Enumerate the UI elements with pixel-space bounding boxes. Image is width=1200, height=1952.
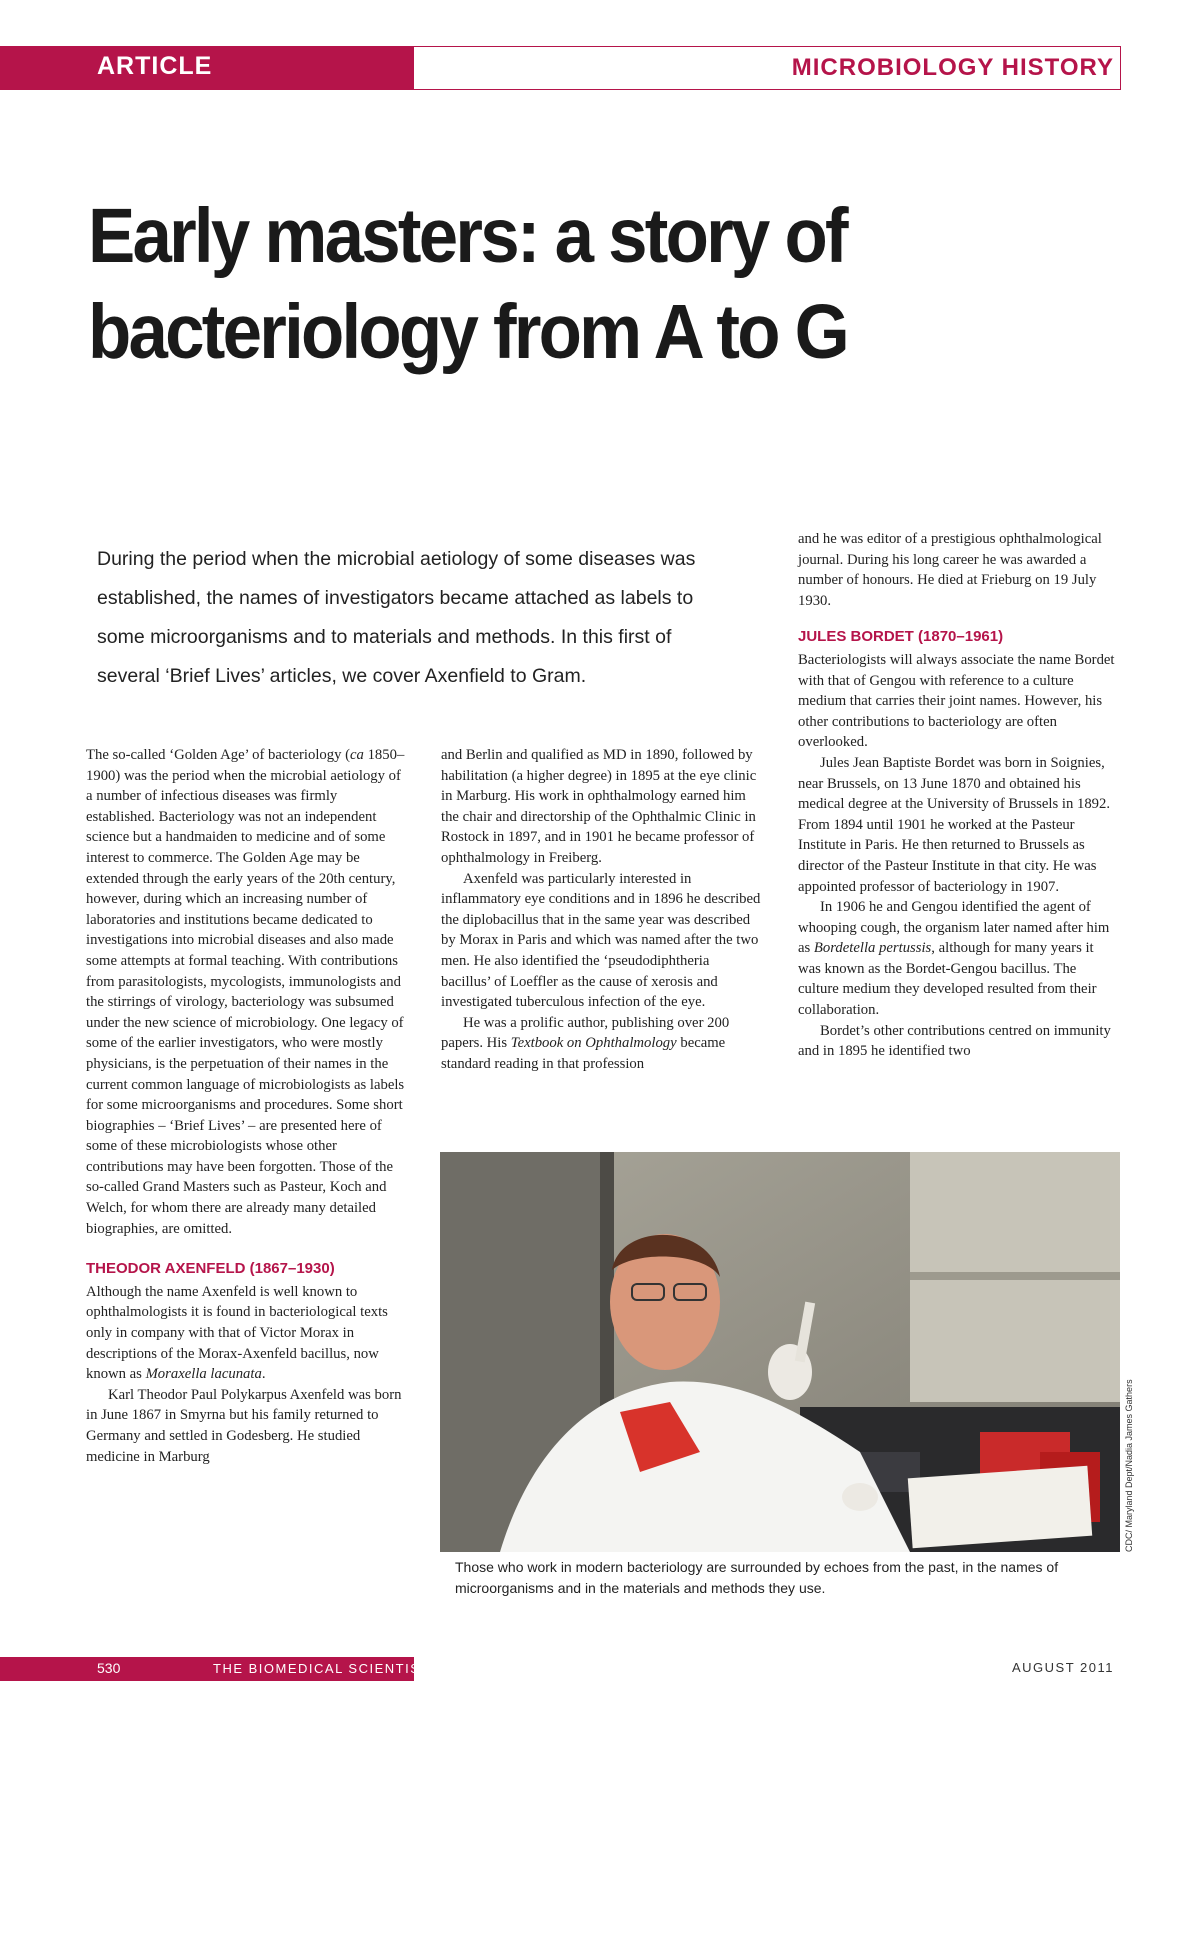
standfirst: During the period when the microbial aetiology of some diseases was established, the names of investigators became attached as labels to some microorganisms and to materials and methods. In this first of several ‘Brief Lives’ articles, we cover Axenfield to Gram. <box>97 548 696 687</box>
publication-name: THE BIOMEDICAL SCIENTIST <box>213 1661 430 1676</box>
issue-date: AUGUST 2011 <box>1011 1660 1114 1675</box>
bordet-paragraph-2: Jules Jean Baptiste Bordet was born in Soignies, near Brussels, on 13 June 1870 and obtained his medical degree at the University of Brussels in 1892. From 1894 until 1901 he worked at the Pasteur Institute in Paris. He then returned to Brussels as director of the Pasteur Institute in that city. He was appointed professor of bacteriology in 1907. <box>798 754 1111 895</box>
axenfeld-paragraph-6: and he was editor of a prestigious ophthalmological journal. During his long career he was awarded a number of honours. He died at Frieburg on 19 July 1930. <box>798 531 1102 609</box>
section-heading-axenfeld: THEODOR AXENFELD (1867–1930) <box>86 1260 335 1278</box>
axenfeld-paragraph-1: Although the name Axenfeld is well known to ophthalmologists it is found in bacteriological texts only in company with that of Victor Morax in descriptions of the Morax-Axenfeld bacillus, now known as Moraxella lacunata. <box>86 1283 388 1383</box>
bordet-paragraph-1: Bacteriologists will always associate the name Bordet with that of Gengou with reference to a culture medium that carries their joint names. However, his other contributions to bacteriology are often overlooked. <box>798 651 1115 751</box>
column-3 <box>798 529 1118 1062</box>
laboratory-photo <box>440 1152 1120 1552</box>
photo-credit: CDC/ Maryland Dept/Nadia James Gathers <box>1124 1379 1134 1552</box>
axenfeld-paragraph-2: Karl Theodor Paul Polykarpus Axenfeld was born in June 1867 in Smyrna but his family returned to Germany and settled in Godesberg. He studied medicine in Marburg <box>86 1386 402 1465</box>
header-category-label: MICROBIOLOGY HISTORY <box>791 54 1114 81</box>
photo-caption: Those who work in modern bacteriology are surrounded by echoes from the past, in the names of microorganisms and in the materials and methods they use. <box>455 1559 1059 1596</box>
axenfeld-paragraph-5: He was a prolific author, publishing over 200 papers. His Textbook on Ophthalmology became standard reading in that profession <box>441 1014 730 1072</box>
axenfeld-paragraph-4: Axenfeld was particularly interested in inflammatory eye conditions and in 1896 he described the diplobacillus that in the same year was described by Morax in Paris and which was named after the two men. He also identified the ‘pseudodiphtheria bacillus’ of Loeffler as the cause of xerosis and investigated tuberculous infection of the eye. <box>441 870 761 1011</box>
axenfeld-paragraph-3: and Berlin and qualified as MD in 1890, followed by habilitation (a higher degree) in 1895 at the eye clinic in Marburg. His work in ophthalmology earned him the chair and directorship of the Ophthalmic Clinic in Rostock in 1897, and in 1901 he became professor of ophthalmology in Freiberg. <box>441 747 757 866</box>
page-number: 530 <box>97 1660 121 1676</box>
title-line-1: Early masters: a story of <box>88 193 846 279</box>
bordet-paragraph-3: In 1906 he and Gengou identified the agent of whooping cough, the organism later named after him as Bordetella pertussis, although for many years it was known as the Bordet-Gengou bacillus. The culture medium they developed resulted from their collaboration. <box>798 899 1110 1019</box>
section-heading-bordet: JULES BORDET (1870–1961) <box>798 628 1004 646</box>
laboratory-photo-illustration <box>440 1152 1120 1552</box>
bordet-paragraph-4: Bordet’s other contributions centred on immunity and in 1895 he identified two <box>798 1022 1111 1060</box>
column-1 <box>86 745 406 1467</box>
title-line-2: bacteriology from A to G <box>88 289 847 375</box>
intro-paragraph: The so-called ‘Golden Age’ of bacteriology (ca 1850–1900) was the period when the microbial aetiology of a number of infectious diseases was firmly established. Bacteriology was not an independent science but a handmaiden to medicine and of some interest to commerce. The Golden Age may be extended through the early years of the 20th century, however, during which an increasing number of laboratories and institutions became dedicated to investigations into microbial diseases and also made some attempts at formal teaching. With contributions from parasitologists, mycologists, immunologists and the stirrings of virology, bacteriology was subsumed under the new science of microbiology. One legacy of some of the earlier investigators, who were mostly physicians, is the perpetuation of their names in the current common language of microbiologists as labels for some microorganisms and procedures. Some short biographies – ‘Brief Lives’ – are presented here of some of these microbiologists whose other contributions may have been forgotten. Those of the so-called Grand Masters such as Pasteur, Koch and Welch, for whom there are already many detailed biographies, are omitted. <box>86 747 405 1237</box>
column-2 <box>441 745 761 1075</box>
header-section-label: ARTICLE <box>97 52 213 80</box>
article-title <box>88 188 1008 380</box>
